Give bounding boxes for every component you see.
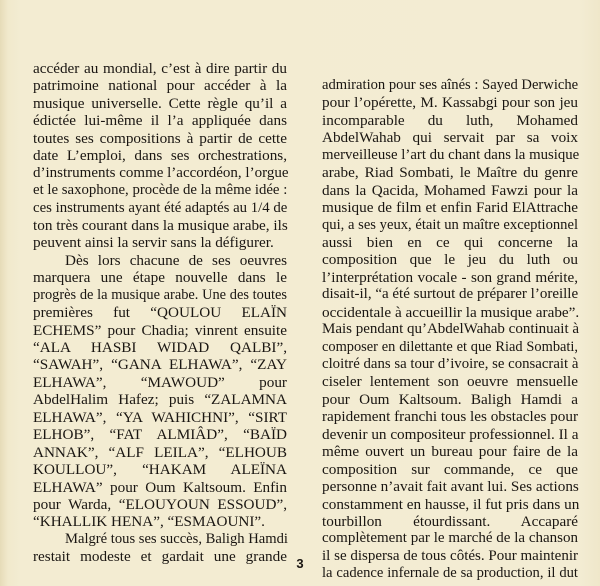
text-line: édictée lui-même il l’a appliquée dans — [33, 112, 287, 130]
text-line: merveilleuse l’art du chant dans la musique — [322, 146, 580, 163]
text-line: composition sur commande, ce que — [322, 460, 578, 478]
text-line: incomparable du luth, Mohamed — [322, 111, 578, 129]
text-line: peuvent ainsi la servir sans la défigurer. — [33, 234, 274, 252]
text-line: arabe, Riad Sombati, le Maître du genre — [322, 164, 578, 182]
text-line: restait modeste et gardait une grande — [33, 548, 287, 566]
text-line: toutes ses compositions à partir de cette — [33, 129, 287, 147]
text-line: date L’emploi, dans ses orchestrations, — [33, 147, 287, 165]
text-line: ELHAWA” pour Oum Kaltsoum. Enfin — [33, 478, 287, 496]
left-text-column — [33, 60, 287, 566]
text-line: complètement par le marché de la chanson — [322, 530, 578, 547]
text-line: pour Oum Kaltsoum. Baligh Hamdi a — [322, 390, 578, 408]
text-line: Dès lors chacune de ses oeuvres — [65, 251, 287, 269]
text-line: musique universelle. Cette règle qu’il a — [33, 94, 287, 112]
text-line: accéder au mondial, c’est à dire partir du — [33, 60, 287, 77]
text-line: ANNAK”, “ALF LEILA”, “ELHOUB — [33, 443, 287, 461]
text-line: tourbillon étourdissant. Accaparé — [322, 512, 578, 530]
text-line: qui, a ses yeux, était un maître exceptionnel — [322, 216, 578, 233]
text-line: Mais pendant qu’AbdelWahab continuait à — [322, 321, 580, 338]
text-line: la cadence infernale de sa production, il dut — [322, 565, 578, 582]
text-line: ton très courant dans la musique arabe, ils — [33, 216, 288, 234]
text-line: composer en dilettante et que Riad Sombati, — [322, 338, 578, 355]
text-line: aussi bien en ce qui concerne la — [322, 233, 578, 251]
text-line: AbdelHalim Hafez; puis “ZALAMNA — [33, 391, 287, 409]
text-line: cloitré dans sa tour d’ivoire, se consacrait à — [322, 356, 579, 372]
text-line: personne n’avait fait avant lui. Ses actions — [322, 478, 579, 496]
text-line: progrès de la musique arabe. Une des toutes — [33, 286, 287, 303]
text-line: premières fut “QOULOU ELAÏN — [33, 304, 287, 322]
right-text-column — [322, 77, 578, 583]
text-line: dans la Qacida, Mohamed Fawzi pour la — [322, 181, 578, 199]
text-line: KOULLOU”, “HAKAM ALEÏNA — [33, 461, 287, 479]
text-line: ELHOB”, “FAT ALMIÂD”, “BAÏD — [33, 426, 287, 444]
text-line: l’interprétation vocale - son grand mérite, — [322, 268, 578, 286]
text-line: disait-il, “a été surtout de préparer l’oreille — [322, 286, 579, 303]
text-line: même ouvert un bureau pour faire de la — [322, 443, 578, 461]
text-line: patrimoine national pour accéder à la — [33, 77, 287, 95]
text-line: occidentale à accueillir la musique arabe”. — [322, 303, 580, 321]
text-line: ELHAWA”, “MAWOUD” pour — [33, 373, 287, 391]
text-line: “KHALLIK HENA”, “ESMAOUNI”. — [33, 513, 265, 531]
text-line: composition que le jeu du luth ou — [322, 251, 578, 269]
text-line: constamment en hausse, il fut pris dans un — [322, 495, 580, 513]
text-line: marquera une étape nouvelle dans le — [33, 269, 287, 287]
text-line: ces instruments ayant été adaptés au 1/4 de — [33, 199, 288, 216]
text-line: rapidement franchi tous les obstacles pour — [322, 408, 578, 426]
text-line: pour Warda, “ELOUYOUN ESSOUD”, — [33, 495, 287, 513]
text-line: ciseler lentement son oeuvre mensuelle — [322, 373, 578, 391]
text-line: ECHEMS” pour Chadia; vinrent ensuite — [33, 321, 287, 339]
text-line: “SAWAH”, “GANA ELHAWA”, “ZAY — [33, 356, 287, 374]
text-line: musique de film et enfin Farid ElAttrache — [322, 199, 578, 217]
text-line: “ALA HASBI WIDAD QALBI”, — [33, 339, 287, 356]
text-line: il se dispersa de tous côtés. Pour maintenir — [322, 547, 578, 564]
text-line: ELHAWA”, “YA WAHICHNI”, “SIRT — [33, 408, 287, 426]
text-line: et le saxophone, procède de la même idée : — [33, 182, 288, 199]
page-number: 3 — [296, 556, 304, 571]
text-line: admiration pour ses aînés : Sayed Derwiche — [322, 77, 579, 93]
text-line: pour l’opérette, M. Kassabgi pour son jeu — [322, 94, 578, 112]
text-line: Malgré tous ses succès, Baligh Hamdi — [65, 530, 288, 547]
text-line: devenir un compositeur professionnel. Il a — [322, 425, 579, 443]
text-line: d’instruments comme l’accordéon, l’orgue — [33, 164, 289, 181]
text-line: AbdelWahab qui servait par sa voix — [322, 129, 578, 147]
